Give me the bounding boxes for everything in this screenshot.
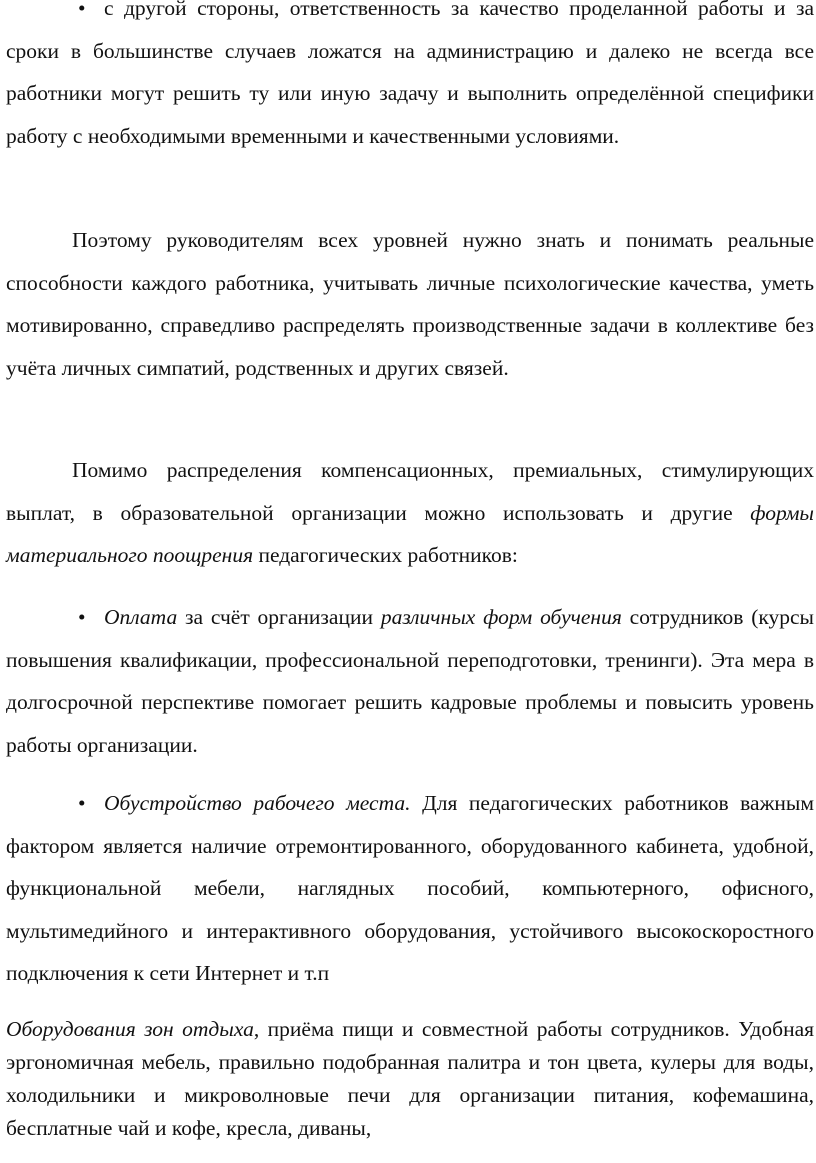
paragraph-training-payment	[6, 596, 814, 766]
bullet-marker: •	[78, 0, 86, 20]
italic-term: Оплата	[104, 605, 178, 629]
paragraph-text: сотрудников (курсы повышения квалификации, профессиональной переподготовки, тренинги). Эта мера в долгосрочной перспективе помогает решить кадровые проблемы и повысить уровень работы организации.	[6, 605, 815, 757]
paragraph-text: с другой стороны, ответственность за качество проделанной работы и за сроки в большинстве случаев ложатся на администрацию и далеко не всегда все работники могут решить ту или иную задачу и выполнить определённой специфики работу с необходимыми временными и качественными условиями.	[6, 0, 814, 148]
paragraph-text: Помимо распределения компенсационных, премиальных, стимулирующих выплат, в образовательной организации можно использовать и другие	[6, 458, 814, 525]
paragraph-managers	[6, 219, 814, 389]
italic-term: формы материального поощрения	[6, 500, 814, 567]
paragraph-incentive-forms	[6, 449, 814, 577]
paragraph-text: Для педагогических работников важным фактором является наличие отремонтированного, оборудованного кабинета, удобной, функциональной мебели, наглядных пособий, компьютерного, офисного, мультимедийного и интерактивного оборудования, устойчивого высокоскоростного подключения к сети Интернет и т.п	[6, 791, 814, 985]
paragraph-rest-zones	[6, 1013, 814, 1145]
paragraph-responsibility	[6, 0, 814, 157]
italic-term: Оборудования зон отдыха	[6, 1017, 254, 1041]
bullet-marker: •	[78, 605, 86, 629]
paragraph-text: педагогических работников:	[253, 543, 518, 567]
paragraph-text: Поэтому руководителям всех уровней нужно знать и понимать реальные способности каждого работника, учитывать личные психологические качества, уметь мотивированно, справедливо распределять производственные задачи в коллективе без учёта личных симпатий, родственных и других связей.	[6, 228, 814, 380]
bullet-marker: •	[78, 791, 86, 815]
paragraph-text: , приёма пищи и совместной работы сотрудников. Удобная эргономичная мебель, правильно подобранная палитра и тон цвета, кулеры для воды, холодильники и микроволновые печи для организации питания, кофемашина, бесплатные чай и кофе, кресла, диваны,	[6, 1017, 815, 1140]
italic-term: различных форм обучения	[380, 605, 622, 629]
paragraph-text: за счёт организации	[177, 605, 381, 629]
paragraph-workplace	[6, 782, 814, 995]
italic-term: Обустройство рабочего места.	[104, 791, 411, 815]
